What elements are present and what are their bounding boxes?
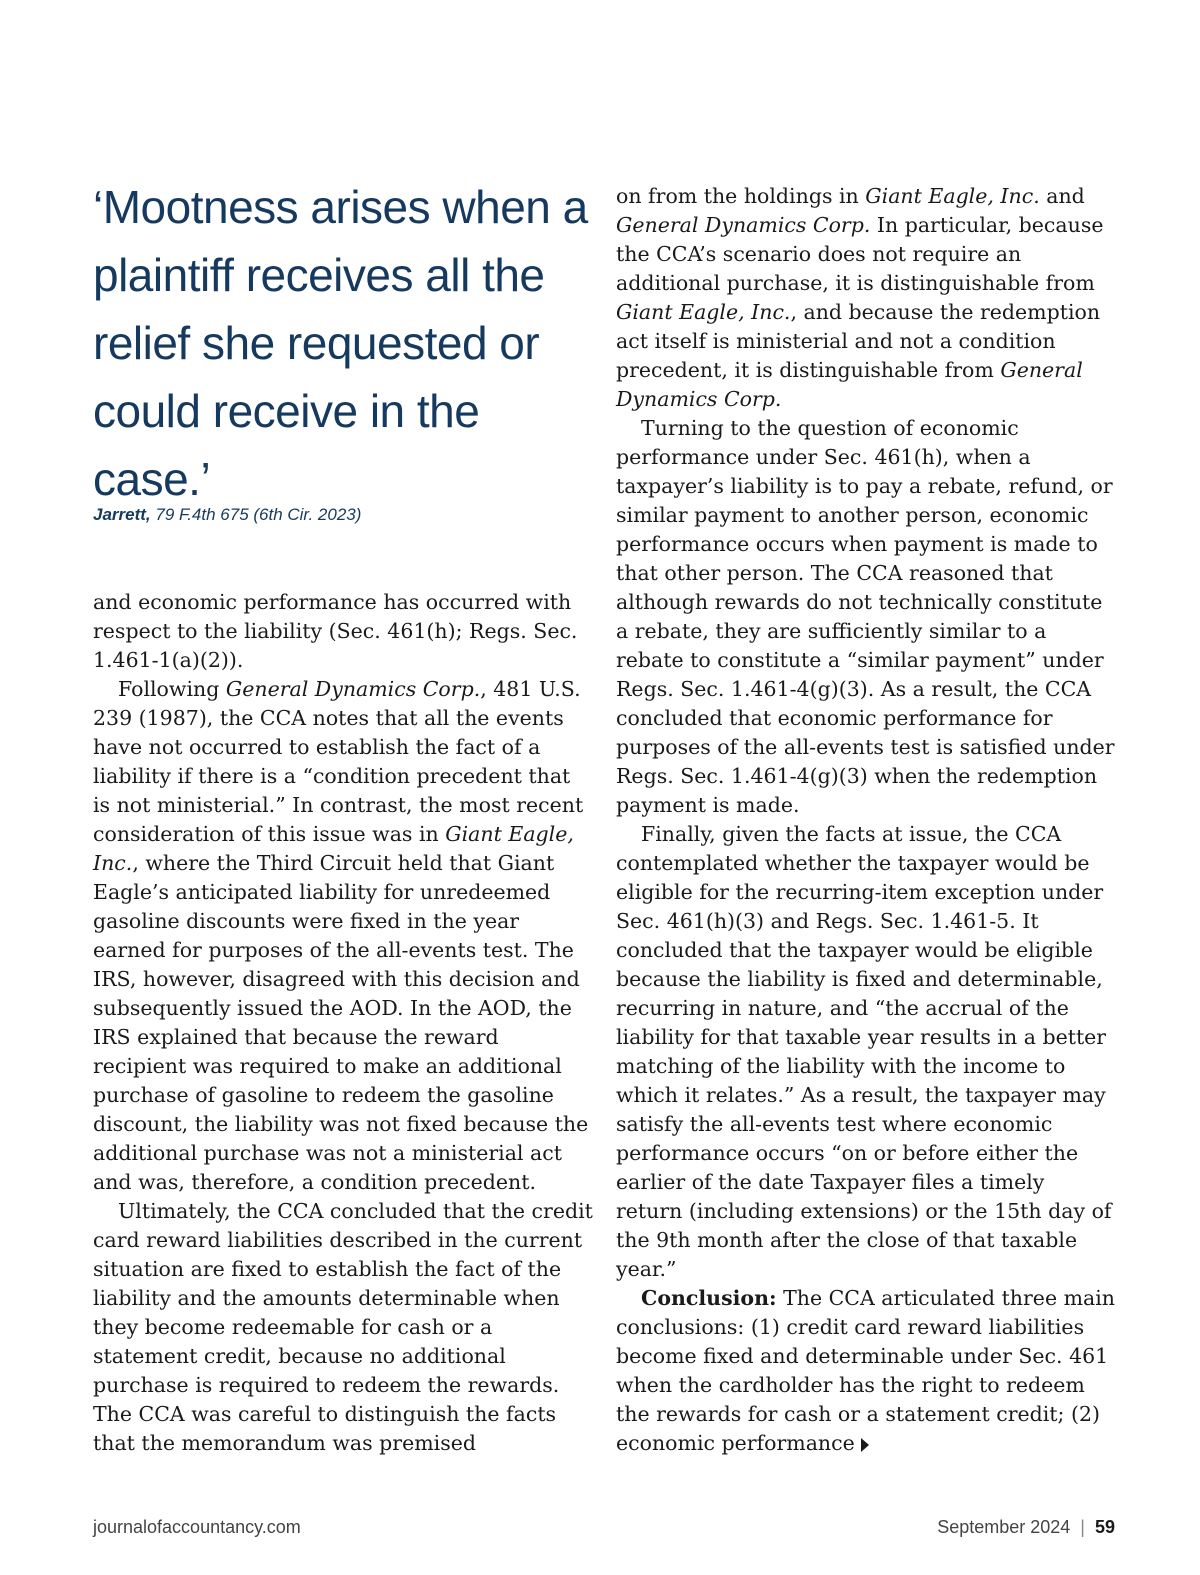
conclusion-text: The CCA articulated three main conclusions: (1) credit card reward liabilities become fixed and determinable under Sec. 461 when the cardholder has the right to redeem the rewards for cash or a statement credit; (2) economic performance bbox=[616, 1286, 1116, 1455]
attribution-case-name: Jarrett, bbox=[93, 505, 151, 524]
pull-quote: ‘Mootness arises when a plaintiff receives all the relief she requested or could receive in the case.’ bbox=[93, 181, 588, 505]
text-run: , 481 U.S. 239 (1987), the CCA notes that all the events have not occurred to establish the fact of a liability if there is a “condition precedent that is not ministerial.” In contrast, the most recent consideration of this issue was in bbox=[93, 677, 584, 846]
case-name: General Dynamics Corp. bbox=[616, 358, 1083, 411]
text-run: and bbox=[1039, 184, 1085, 208]
case-name: Giant Eagle, Inc. bbox=[93, 822, 574, 875]
case-name: Giant Eagle, Inc. bbox=[616, 300, 791, 324]
page-number: 59 bbox=[1094, 1517, 1115, 1537]
right-paragraph-2: Turning to the question of economic performance under Sec. 461(h), when a taxpayer’s liability is to pay a rebate, refund, or similar payment to another person, economic performance occurs when payment is made to that other person. The CCA reasoned that although rewards do not technically constitute a rebate, they are sufficiently similar to a rebate to constitute a “similar payment” under Regs. Sec. 1.461-4(g)(3). As a result, the CCA concluded that economic performance for purposes of the all-events test is satisfied under Regs. Sec. 1.461-4(g)(3) when the redemption payment is made. bbox=[616, 416, 1115, 817]
text-run: In particular, because the CCA’s scenario does not require an additional purchase, it is distinguishable from bbox=[616, 213, 1104, 295]
case-name: General Dynamics Corp. bbox=[225, 677, 481, 701]
footer-separator: | bbox=[1080, 1517, 1085, 1537]
pull-quote-attribution bbox=[93, 505, 573, 525]
footer-date: September 2024 bbox=[937, 1517, 1071, 1537]
text-run: , where the Third Circuit held that Giant Eagle’s anticipated liability for unredeemed gasoline discounts were fixed in the year earned for purposes of the all-events test. The IRS, however, disagreed with this decision and subsequently issued the AOD. In the AOD, the IRS explained that because the reward recipient was required to make an additional purchase of gasoline to redeem the gasoline discount, the liability was not fixed because the additional purchase was not a ministerial act and was, therefore, a condition precedent. bbox=[93, 851, 589, 1194]
left-paragraph-1: and economic performance has occurred with respect to the liability (Sec. 461(h); Regs. Sec. 1.461-1(a)(2)). bbox=[93, 590, 578, 672]
conclusion-lead: Conclusion: bbox=[641, 1286, 777, 1310]
text-run: on from the holdings in bbox=[616, 184, 866, 208]
case-name: General Dynamics Corp. bbox=[616, 213, 871, 237]
right-paragraph-4 bbox=[616, 1284, 1116, 1458]
right-column bbox=[616, 182, 1116, 1458]
case-name: Giant Eagle, Inc. bbox=[865, 184, 1040, 208]
text-run: Following bbox=[118, 677, 226, 701]
left-paragraph-2 bbox=[93, 675, 593, 1197]
attribution-citation: 79 F.4th 675 (6th Cir. 2023) bbox=[155, 505, 362, 524]
right-paragraph-1 bbox=[616, 182, 1116, 414]
footer-site: journalofaccountancy.com bbox=[93, 1517, 301, 1537]
footer-issue bbox=[937, 1517, 1115, 1538]
right-paragraph-3: Finally, given the facts at issue, the CCA contemplated whether the taxpayer would be eligible for the recurring-item exception under Sec. 461(h)(3) and Regs. Sec. 1.461-5. It concluded that the taxpayer would be eligible because the liability is fixed and determinable, recurring in nature, and “the accrual of the liability for that taxable year results in a better matching of the liability with the income to which it relates.” As a result, the taxpayer may satisfy the all-events test where economic performance occurs “on or before either the earlier of the date Taxpayer files a timely return (including extensions) or the 15th day of the 9th month after the close of that taxable year.” bbox=[616, 822, 1112, 1281]
text-run: , and because the redemption act itself is ministerial and not a condition precedent, it is distinguishable from bbox=[616, 300, 1101, 382]
left-column bbox=[93, 588, 593, 1458]
right-triangle-icon bbox=[861, 1438, 869, 1452]
left-paragraph-3: Ultimately, the CCA concluded that the credit card reward liabilities described in the current situation are fixed to establish the fact of the liability and the amounts determinable when they become redeemable for cash or a statement credit, because no additional purchase is required to redeem the rewards. The CCA was careful to distinguish the facts that the memorandum was premised bbox=[93, 1199, 593, 1455]
